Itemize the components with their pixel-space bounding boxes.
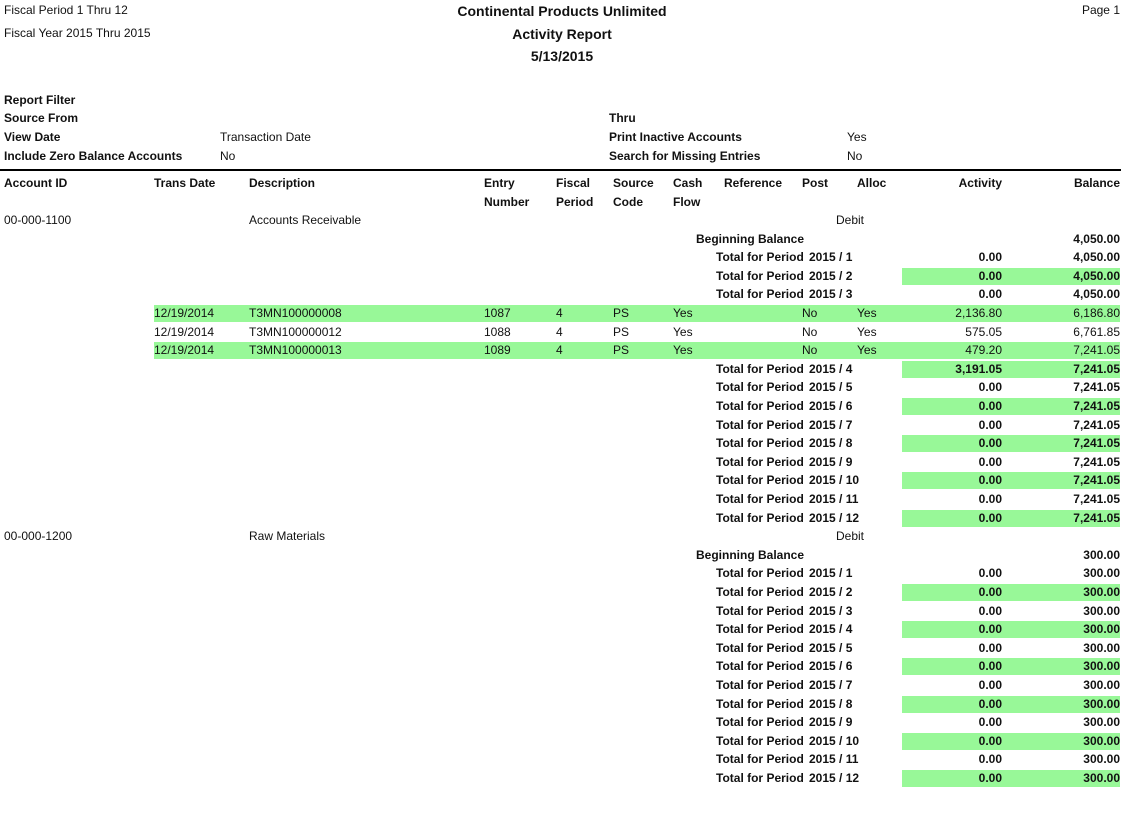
transaction-balance: 6,761.85 bbox=[1073, 324, 1120, 339]
period-total-label: Total for Period bbox=[716, 752, 804, 767]
period-total-label: Total for Period bbox=[716, 287, 804, 302]
period-number: 2015 / 3 bbox=[809, 603, 853, 618]
period-activity: 0.00 bbox=[978, 696, 1002, 711]
period-total-label: Total for Period bbox=[716, 566, 804, 581]
period-activity: 0.00 bbox=[978, 585, 1002, 599]
account-description: Accounts Receivable bbox=[249, 213, 362, 227]
period-balance: 300.00 bbox=[1083, 640, 1120, 655]
period-balance: 7,241.05 bbox=[1073, 454, 1120, 469]
print-inactive-value: Yes bbox=[847, 130, 867, 144]
include-zero-label: Include Zero Balance Accounts bbox=[4, 149, 183, 163]
header-rule bbox=[0, 169, 1121, 171]
transaction-fiscal-period: 4 bbox=[556, 343, 563, 358]
period-total-label: Total for Period bbox=[716, 268, 804, 283]
beginning-balance-label: Beginning Balance bbox=[696, 547, 805, 562]
period-activity: 0.00 bbox=[978, 436, 1002, 451]
period-number: 2015 / 7 bbox=[809, 678, 853, 692]
fiscal-period-range: Fiscal Period 1 Thru 12 bbox=[4, 3, 128, 17]
fiscal-year-range: Fiscal Year 2015 Thru 2015 bbox=[4, 26, 151, 40]
period-balance: 7,241.05 bbox=[1073, 473, 1120, 488]
period-activity: 0.00 bbox=[978, 287, 1002, 302]
period-activity: 0.00 bbox=[978, 622, 1002, 637]
transaction-alloc: Yes bbox=[857, 343, 877, 358]
period-number: 2015 / 2 bbox=[809, 585, 853, 599]
period-number: 2015 / 2 bbox=[809, 268, 853, 283]
col-description: Description bbox=[249, 176, 316, 190]
period-number: 2015 / 12 bbox=[809, 510, 860, 525]
period-activity: 0.00 bbox=[978, 473, 1002, 488]
period-number: 2015 / 4 bbox=[809, 361, 853, 376]
transaction-alloc: Yes bbox=[857, 324, 877, 339]
col-reference: Reference bbox=[724, 176, 783, 190]
period-number: 2015 / 4 bbox=[809, 622, 853, 637]
period-number: 2015 / 8 bbox=[809, 436, 853, 451]
beginning-balance-value: 300.00 bbox=[1083, 547, 1120, 562]
col-source-line2: Code bbox=[613, 195, 643, 209]
period-balance: 300.00 bbox=[1083, 603, 1120, 618]
source-from-label: Source From bbox=[4, 111, 79, 125]
period-total-label: Total for Period bbox=[716, 585, 804, 599]
col-source-line1: Source bbox=[613, 176, 654, 190]
include-zero-value: No bbox=[220, 149, 236, 163]
account-type: Debit bbox=[836, 529, 865, 544]
period-total-label: Total for Period bbox=[716, 250, 804, 265]
report-title: Activity Report bbox=[512, 26, 612, 42]
period-activity: 0.00 bbox=[978, 250, 1002, 265]
col-alloc: Alloc bbox=[857, 176, 887, 190]
col-trans-date: Trans Date bbox=[154, 176, 216, 190]
period-number: 2015 / 6 bbox=[809, 659, 853, 674]
account-description: Raw Materials bbox=[249, 529, 326, 544]
period-balance: 300.00 bbox=[1083, 622, 1120, 637]
period-activity: 0.00 bbox=[978, 659, 1002, 674]
period-activity: 0.00 bbox=[978, 603, 1002, 618]
company-name: Continental Products Unlimited bbox=[457, 3, 667, 19]
period-activity: 0.00 bbox=[978, 399, 1002, 413]
transaction-post: No bbox=[802, 324, 818, 339]
transaction-cash-flow: Yes bbox=[673, 324, 693, 339]
period-number: 2015 / 11 bbox=[809, 752, 859, 767]
transaction-description: T3MN100000008 bbox=[249, 306, 342, 320]
period-number: 2015 / 1 bbox=[809, 566, 853, 581]
print-inactive-label: Print Inactive Accounts bbox=[609, 130, 742, 144]
period-activity: 0.00 bbox=[978, 268, 1002, 283]
period-total-label: Total for Period bbox=[716, 492, 804, 506]
period-activity: 3,191.05 bbox=[955, 361, 1002, 376]
transaction-fiscal-period: 4 bbox=[556, 324, 563, 339]
period-number: 2015 / 9 bbox=[809, 715, 853, 730]
col-cash-line2: Flow bbox=[673, 195, 701, 209]
period-number: 2015 / 5 bbox=[809, 640, 853, 655]
transaction-alloc: Yes bbox=[857, 306, 877, 320]
view-date-value: Transaction Date bbox=[220, 130, 311, 144]
period-activity: 0.00 bbox=[978, 492, 1002, 506]
period-total-label: Total for Period bbox=[716, 436, 804, 451]
period-number: 2015 / 1 bbox=[809, 250, 853, 265]
period-total-label: Total for Period bbox=[716, 399, 804, 413]
view-date-label: View Date bbox=[4, 130, 61, 144]
period-balance: 300.00 bbox=[1083, 696, 1120, 711]
transaction-source-code: PS bbox=[613, 324, 630, 339]
transaction-activity: 2,136.80 bbox=[955, 306, 1002, 320]
period-activity: 0.00 bbox=[978, 510, 1002, 525]
period-number: 2015 / 12 bbox=[809, 771, 860, 785]
period-number: 2015 / 6 bbox=[809, 399, 853, 413]
period-total-label: Total for Period bbox=[716, 603, 804, 618]
period-total-label: Total for Period bbox=[716, 454, 804, 469]
period-balance: 300.00 bbox=[1083, 659, 1120, 674]
beginning-balance-value: 4,050.00 bbox=[1073, 231, 1120, 246]
period-balance: 7,241.05 bbox=[1073, 510, 1120, 525]
account-id: 00-000-1100 bbox=[4, 213, 72, 227]
period-number: 2015 / 11 bbox=[809, 492, 859, 506]
period-balance: 7,241.05 bbox=[1073, 436, 1120, 451]
transaction-date: 12/19/2014 bbox=[154, 306, 215, 320]
transaction-activity: 479.20 bbox=[965, 343, 1002, 358]
col-entry-line2: Number bbox=[484, 195, 530, 209]
period-number: 2015 / 10 bbox=[809, 473, 860, 488]
col-entry-line1: Entry bbox=[484, 176, 515, 190]
period-total-label: Total for Period bbox=[716, 510, 804, 525]
col-fiscal-line1: Fiscal bbox=[556, 176, 591, 190]
period-number: 2015 / 10 bbox=[809, 733, 860, 748]
period-activity: 0.00 bbox=[978, 733, 1002, 748]
period-total-label: Total for Period bbox=[716, 417, 804, 432]
period-balance: 7,241.05 bbox=[1073, 380, 1120, 395]
transaction-entry-number: 1088 bbox=[484, 324, 511, 339]
period-activity: 0.00 bbox=[978, 678, 1002, 692]
period-balance: 7,241.05 bbox=[1073, 417, 1120, 432]
search-missing-value: No bbox=[847, 149, 863, 163]
period-total-label: Total for Period bbox=[716, 380, 804, 395]
transaction-entry-number: 1089 bbox=[484, 343, 511, 358]
period-total-label: Total for Period bbox=[716, 361, 804, 376]
period-total-label: Total for Period bbox=[716, 733, 804, 748]
transaction-post: No bbox=[802, 343, 818, 358]
period-balance: 300.00 bbox=[1083, 585, 1120, 599]
transaction-post: No bbox=[802, 306, 818, 320]
col-balance: Balance bbox=[1073, 176, 1120, 190]
page-number: Page 1 bbox=[1081, 3, 1120, 17]
period-activity: 0.00 bbox=[978, 380, 1002, 395]
period-balance: 7,241.05 bbox=[1073, 492, 1120, 506]
period-total-label: Total for Period bbox=[716, 622, 804, 637]
period-number: 2015 / 5 bbox=[809, 380, 853, 395]
period-total-label: Total for Period bbox=[716, 715, 804, 730]
period-activity: 0.00 bbox=[978, 566, 1002, 581]
period-balance: 7,241.05 bbox=[1073, 399, 1120, 413]
col-post: Post bbox=[802, 176, 829, 190]
transaction-source-code: PS bbox=[613, 306, 630, 320]
period-number: 2015 / 8 bbox=[809, 696, 853, 711]
period-total-label: Total for Period bbox=[716, 640, 804, 655]
col-cash-line1: Cash bbox=[673, 176, 703, 190]
filter-heading: Report Filter bbox=[4, 93, 76, 107]
col-account-id: Account ID bbox=[4, 176, 68, 190]
transaction-entry-number: 1087 bbox=[484, 306, 511, 320]
period-total-label: Total for Period bbox=[716, 678, 804, 692]
period-activity: 0.00 bbox=[978, 715, 1002, 730]
search-missing-label: Search for Missing Entries bbox=[609, 149, 761, 163]
transaction-source-code: PS bbox=[613, 343, 630, 358]
period-total-label: Total for Period bbox=[716, 696, 804, 711]
period-balance: 4,050.00 bbox=[1073, 287, 1120, 302]
transaction-activity: 575.05 bbox=[965, 324, 1002, 339]
period-balance: 300.00 bbox=[1083, 752, 1120, 767]
period-balance: 4,050.00 bbox=[1073, 268, 1120, 283]
transaction-date: 12/19/2014 bbox=[154, 343, 215, 358]
period-number: 2015 / 7 bbox=[809, 417, 853, 432]
transaction-description: T3MN100000013 bbox=[249, 343, 342, 358]
period-activity: 0.00 bbox=[978, 454, 1002, 469]
period-balance: 4,050.00 bbox=[1073, 250, 1120, 265]
transaction-cash-flow: Yes bbox=[673, 343, 693, 358]
period-balance: 7,241.05 bbox=[1073, 361, 1120, 376]
transaction-balance: 7,241.05 bbox=[1073, 343, 1120, 358]
transaction-date: 12/19/2014 bbox=[154, 324, 215, 339]
account-id: 00-000-1200 bbox=[4, 529, 73, 544]
period-balance: 300.00 bbox=[1083, 715, 1120, 730]
period-total-label: Total for Period bbox=[716, 771, 804, 785]
report-date: 5/13/2015 bbox=[530, 48, 594, 64]
period-total-label: Total for Period bbox=[716, 659, 804, 674]
col-activity: Activity bbox=[958, 176, 1002, 190]
period-number: 2015 / 9 bbox=[809, 454, 853, 469]
thru-label: Thru bbox=[609, 111, 636, 125]
period-balance: 300.00 bbox=[1083, 566, 1120, 581]
period-balance: 300.00 bbox=[1083, 733, 1120, 748]
transaction-description: T3MN100000012 bbox=[249, 324, 342, 339]
period-activity: 0.00 bbox=[978, 771, 1002, 785]
period-total-label: Total for Period bbox=[716, 473, 804, 488]
transaction-cash-flow: Yes bbox=[673, 306, 693, 320]
period-balance: 300.00 bbox=[1083, 678, 1120, 692]
beginning-balance-label: Beginning Balance bbox=[696, 231, 805, 246]
col-fiscal-line2: Period bbox=[556, 195, 594, 209]
period-activity: 0.00 bbox=[978, 640, 1002, 655]
period-activity: 0.00 bbox=[978, 752, 1002, 767]
period-activity: 0.00 bbox=[978, 417, 1002, 432]
transaction-balance: 6,186.80 bbox=[1073, 306, 1120, 320]
period-number: 2015 / 3 bbox=[809, 287, 853, 302]
account-type: Debit bbox=[836, 213, 865, 227]
period-balance: 300.00 bbox=[1083, 771, 1120, 785]
transaction-fiscal-period: 4 bbox=[556, 306, 563, 320]
